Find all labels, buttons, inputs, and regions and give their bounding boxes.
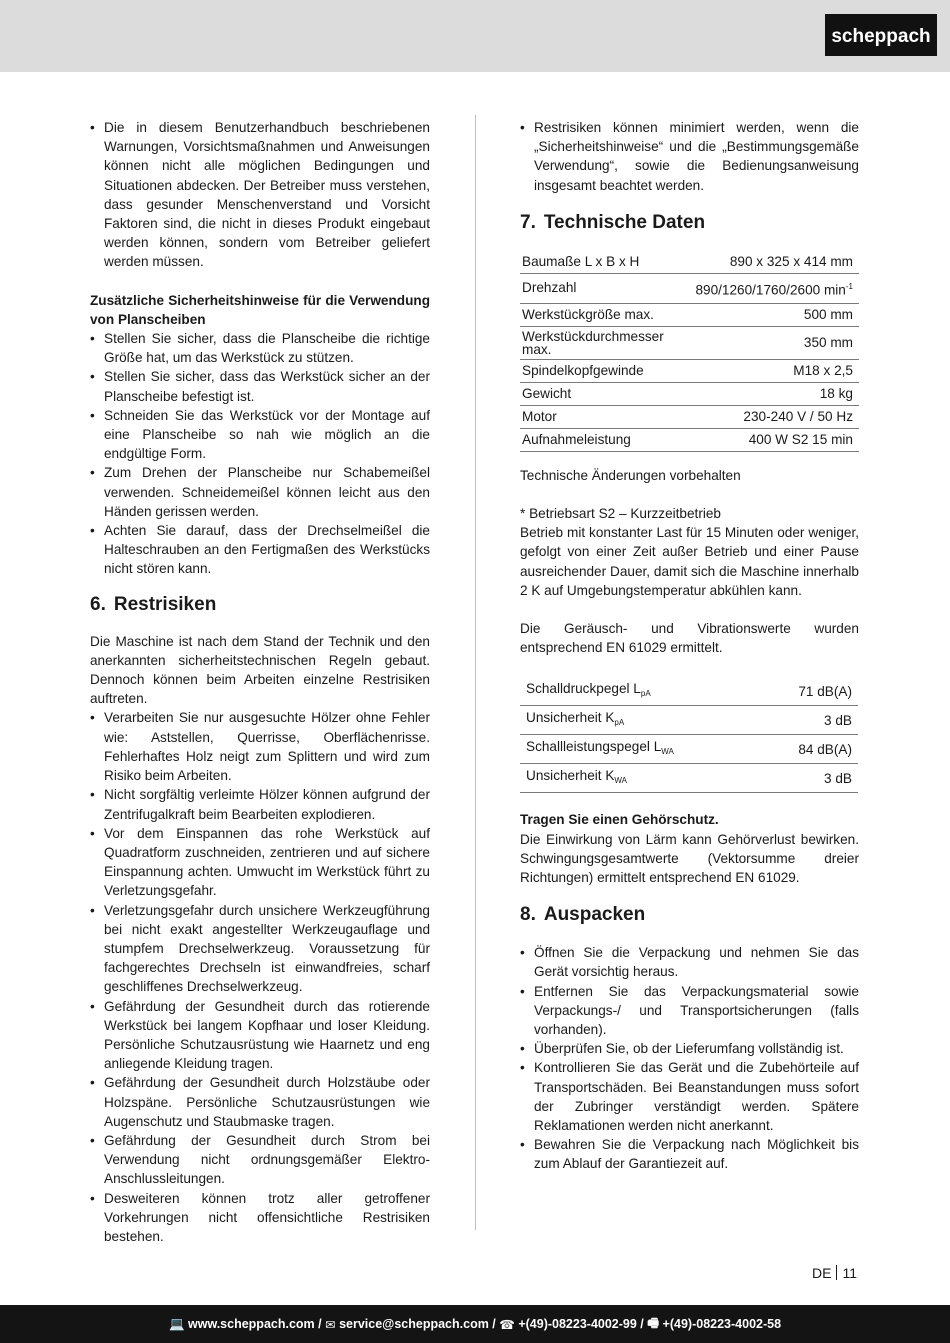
noise-label bbox=[520, 706, 760, 735]
spec-label: Aufnahmeleistung bbox=[522, 431, 631, 447]
section-6-heading bbox=[90, 593, 430, 617]
list-item: • Vor dem Einspannen das rohe Werkstück auf Quadratform zuschneiden, zentrieren und auf sichere Einspannung achten. Umwucht im Werkstück führt zu Verletzungsgefahr. bbox=[90, 824, 430, 901]
spec-label: Motor bbox=[522, 408, 557, 424]
list-item: • Stellen Sie sicher, dass das Werkstück sicher an der Planscheibe befestigt ist. bbox=[90, 367, 430, 405]
list-item: • Verletzungsgefahr durch unsichere Werkzeugführung bei nicht exakt angestellter Werkzeugauflage und stumpfem Drechselwerkzeug. Voraussetzung für fachgerechtes Drechseln ist einwandfreies, scharf geschliffenes Drechselwerkzeug. bbox=[90, 901, 430, 997]
spec-label: Spindelkopfgewinde bbox=[522, 362, 644, 378]
spec-value-cell bbox=[693, 273, 859, 303]
table-row bbox=[520, 764, 858, 793]
restrisiken-continued-list bbox=[520, 118, 859, 195]
list-item: • Desweiteren können trotz aller getroffener Vorkehrungen nicht offensichtliche Restrisiken bestehen. bbox=[90, 1189, 430, 1247]
page-number-separator bbox=[836, 1265, 837, 1280]
spec-value: 890/1260/1760/2600 min bbox=[695, 282, 846, 298]
list-item: • Die in diesem Benutzerhandbuch beschriebenen Warnungen, Vorsichtsmaßnahmen und Anweisungen können nicht alle möglichen Bedingungen und Situationen abdecken. Der Betreiber muss verstehen, dass gesunder Menschenverstand und Vorsicht Faktoren sind, die nicht in dieses Produkt eingebaut werden können, sondern vom Betreiber geliefert werden müssen. bbox=[90, 118, 430, 272]
planscheiben-heading: Zusätzliche Sicherheitshinweise für die Verwendung von Planscheiben bbox=[90, 292, 430, 327]
noise-intro: Die Geräusch- und Vibrationswerte wurden entsprechend EN 61029 ermittelt. bbox=[520, 621, 859, 656]
section-6-number: 6. bbox=[90, 593, 106, 615]
footer-website[interactable]: www.scheppach.com / bbox=[188, 1317, 322, 1331]
noise-label-text: Unsicherheit K bbox=[526, 768, 615, 784]
noise-label-text: Schalldruckpegel L bbox=[526, 681, 641, 697]
spec-value: 18 kg bbox=[819, 385, 853, 401]
section-7-number: 7. bbox=[520, 211, 536, 233]
page-number bbox=[812, 1265, 857, 1281]
list-item: • Gefährdung der Gesundheit durch das rotierende Werkstück bei langem Kopfhaar und loser Kleidung. Persönliche Schutzausrüstung wie Haarnetz und eng anliegende Kleidung tragen. bbox=[90, 997, 430, 1074]
section-8-heading bbox=[520, 903, 859, 927]
table-row bbox=[520, 382, 859, 405]
technical-data-table bbox=[520, 251, 859, 452]
spec-value-exponent: -1 bbox=[845, 281, 853, 291]
list-item: • Gefährdung der Gesundheit durch Holzstäube oder Holzspäne. Persönliche Schutzausrüstungen wie Augenschutz und Staubmaske tragen. bbox=[90, 1073, 430, 1131]
section-8-number: 8. bbox=[520, 904, 536, 926]
noise-label-subscript: WA bbox=[661, 747, 674, 757]
page-number-value: 11 bbox=[842, 1265, 857, 1281]
mail-icon: ✉ bbox=[325, 1317, 336, 1332]
table-row bbox=[520, 428, 859, 451]
table-row bbox=[520, 405, 859, 428]
spec-value: 400 W S2 15 min bbox=[748, 431, 853, 447]
section-6-title: Restrisiken bbox=[113, 593, 217, 615]
scheppach-logo bbox=[825, 14, 937, 56]
table-row bbox=[520, 706, 858, 735]
noise-value: 84 dB(A) bbox=[798, 741, 852, 757]
right-column bbox=[520, 118, 859, 1174]
noise-label-subscript: pA bbox=[614, 718, 625, 728]
noise-value: 3 dB bbox=[824, 770, 852, 786]
footer-email[interactable]: service@scheppach.com / bbox=[339, 1317, 496, 1331]
laptop-icon: 💻 bbox=[168, 1316, 185, 1331]
footer-phone: +(49)-08223-4002-99 / bbox=[518, 1317, 644, 1331]
list-item: • Kontrollieren Sie das Gerät und die Zubehörteile auf Transportschäden. Bei Beanstandungen muss sofort der Zubringer verständigt werden. Spätere Reklamationen werden nicht anerkannt. bbox=[520, 1058, 859, 1135]
header-band bbox=[0, 0, 950, 72]
technical-changes-note: Technische Änderungen vorbehalten bbox=[520, 467, 741, 483]
left-column bbox=[90, 118, 430, 1246]
footer-fax: +(49)-08223-4002-58 bbox=[662, 1317, 782, 1331]
planscheiben-bullet-list bbox=[90, 329, 430, 579]
list-item: • Bewahren Sie die Verpackung nach Möglichkeit bis zum Ablauf der Garantiezeit auf. bbox=[520, 1135, 859, 1173]
spec-value: 890 x 325 x 414 mm bbox=[729, 253, 853, 269]
spec-label: Drehzahl bbox=[522, 280, 577, 296]
fax-icon: 🖷 bbox=[647, 1315, 660, 1330]
betriebsart-title: * Betriebsart S2 – Kurzzeitbetrieb bbox=[520, 506, 721, 522]
betriebsart-text: Betrieb mit konstanter Last für 15 Minuten oder weniger, gefolgt von einer Zeit außer Betrieb und einer Pause ausreichender Dauer, damit sich die Maschine innerhalb 2 K auf Umgebungstemperatur abkühlen kann. bbox=[520, 525, 859, 598]
spec-value: M18 x 2,5 bbox=[793, 362, 853, 378]
noise-label bbox=[520, 735, 760, 764]
scheppach-logo-mark bbox=[825, 14, 937, 56]
list-item: • Zum Drehen der Planscheibe nur Schabemeißel verwenden. Schneidemeißel können leicht aus den Händen gerissen werden. bbox=[90, 463, 430, 521]
section-8-title: Auspacken bbox=[543, 904, 646, 926]
phone-icon: ☎ bbox=[499, 1317, 515, 1332]
noise-label-subscript: pA bbox=[640, 689, 651, 699]
spec-value: 350 mm bbox=[803, 334, 853, 350]
list-item: • Überprüfen Sie, ob der Lieferumfang vollständig ist. bbox=[520, 1039, 859, 1058]
list-item: • Öffnen Sie die Verpackung und nehmen Sie das Gerät vorsichtig heraus. bbox=[520, 943, 859, 981]
noise-value: 71 dB(A) bbox=[798, 683, 852, 699]
list-item: • Restrisiken können minimiert werden, wenn die „Sicherheitshinweise“ und die „Bestimmungsgemäße Verwendung“, sowie die Bedienungsanweisung insgesamt beachtet werden. bbox=[520, 118, 859, 195]
list-item: • Entfernen Sie das Verpackungsmaterial sowie Verpackungs-/ und Transportsicherungen (falls vorhanden). bbox=[520, 982, 859, 1040]
list-item: • Nicht sorgfältig verleimte Hölzer können aufgrund der Zentrifugalkraft beim Bearbeiten explodieren. bbox=[90, 785, 430, 823]
hearing-protection-title: Tragen Sie einen Gehörschutz. bbox=[520, 812, 719, 828]
section-7-heading bbox=[520, 211, 859, 235]
noise-label-text: Schallleistungspegel L bbox=[526, 739, 662, 755]
noise-label bbox=[520, 764, 760, 793]
table-row bbox=[520, 677, 858, 706]
section-7-title: Technische Daten bbox=[543, 211, 706, 233]
table-row bbox=[520, 326, 859, 359]
footer-bar bbox=[0, 1305, 950, 1343]
spec-value: 500 mm bbox=[803, 306, 853, 322]
table-row bbox=[520, 303, 859, 326]
spec-label: Werkstückdurchmesser max. bbox=[522, 328, 664, 357]
table-row bbox=[520, 251, 859, 274]
table-row bbox=[520, 273, 859, 303]
table-row bbox=[520, 359, 859, 382]
list-item: • Schneiden Sie das Werkstück vor der Montage auf eine Planscheibe so nah wie möglich an die endgültige Form. bbox=[90, 406, 430, 464]
intro-bullet-list bbox=[90, 118, 430, 272]
page-language: DE bbox=[812, 1265, 832, 1281]
column-divider bbox=[475, 115, 476, 1230]
noise-label bbox=[520, 677, 760, 706]
restrisiken-bullet-list bbox=[90, 708, 430, 1246]
table-row bbox=[520, 735, 858, 764]
noise-value: 3 dB bbox=[824, 712, 852, 728]
list-item: • Verarbeiten Sie nur ausgesuchte Hölzer ohne Fehler wie: Aststellen, Querrisse, Oberflächenrisse. Fehlerhaftes Holz neigt zum Splittern und wird zum Risiko beim Arbeiten. bbox=[90, 708, 430, 785]
list-item: • Achten Sie darauf, dass der Drechselmeißel die Halteschrauben an den Fertigmaßen des Werkstücks nicht stören kann. bbox=[90, 521, 430, 579]
noise-label-subscript: WA bbox=[614, 776, 627, 786]
list-item: • Gefährdung der Gesundheit durch Strom bei Verwendung nicht ordnungsgemäßer Elektro-Anschlussleitungen. bbox=[90, 1131, 430, 1189]
spec-label: Werkstückgröße max. bbox=[522, 306, 654, 322]
auspacken-bullet-list bbox=[520, 943, 859, 1173]
noise-label-text: Unsicherheit K bbox=[526, 710, 615, 726]
logo-text: scheppach bbox=[831, 26, 931, 47]
spec-label: Baumaße L x B x H bbox=[522, 253, 640, 269]
section-6-intro: Die Maschine ist nach dem Stand der Technik und den anerkannten sicherheitstechnischen Regeln gebaut. Dennoch können beim Arbeiten einzelne Restrisiken auftreten. bbox=[90, 633, 430, 707]
spec-label: Gewicht bbox=[522, 385, 572, 401]
hearing-protection-text: Die Einwirkung von Lärm kann Gehörverlust bewirken. Schwingungsgesamtwerte (Vektorsumme dreier Richtungen) ermittelt entsprechend EN 61029. bbox=[520, 831, 859, 886]
spec-value: 230-240 V / 50 Hz bbox=[743, 408, 853, 424]
noise-values-table bbox=[520, 677, 858, 793]
list-item: • Stellen Sie sicher, dass die Planscheibe die richtige Größe hat, um das Werkstück zu stützen. bbox=[90, 329, 430, 367]
